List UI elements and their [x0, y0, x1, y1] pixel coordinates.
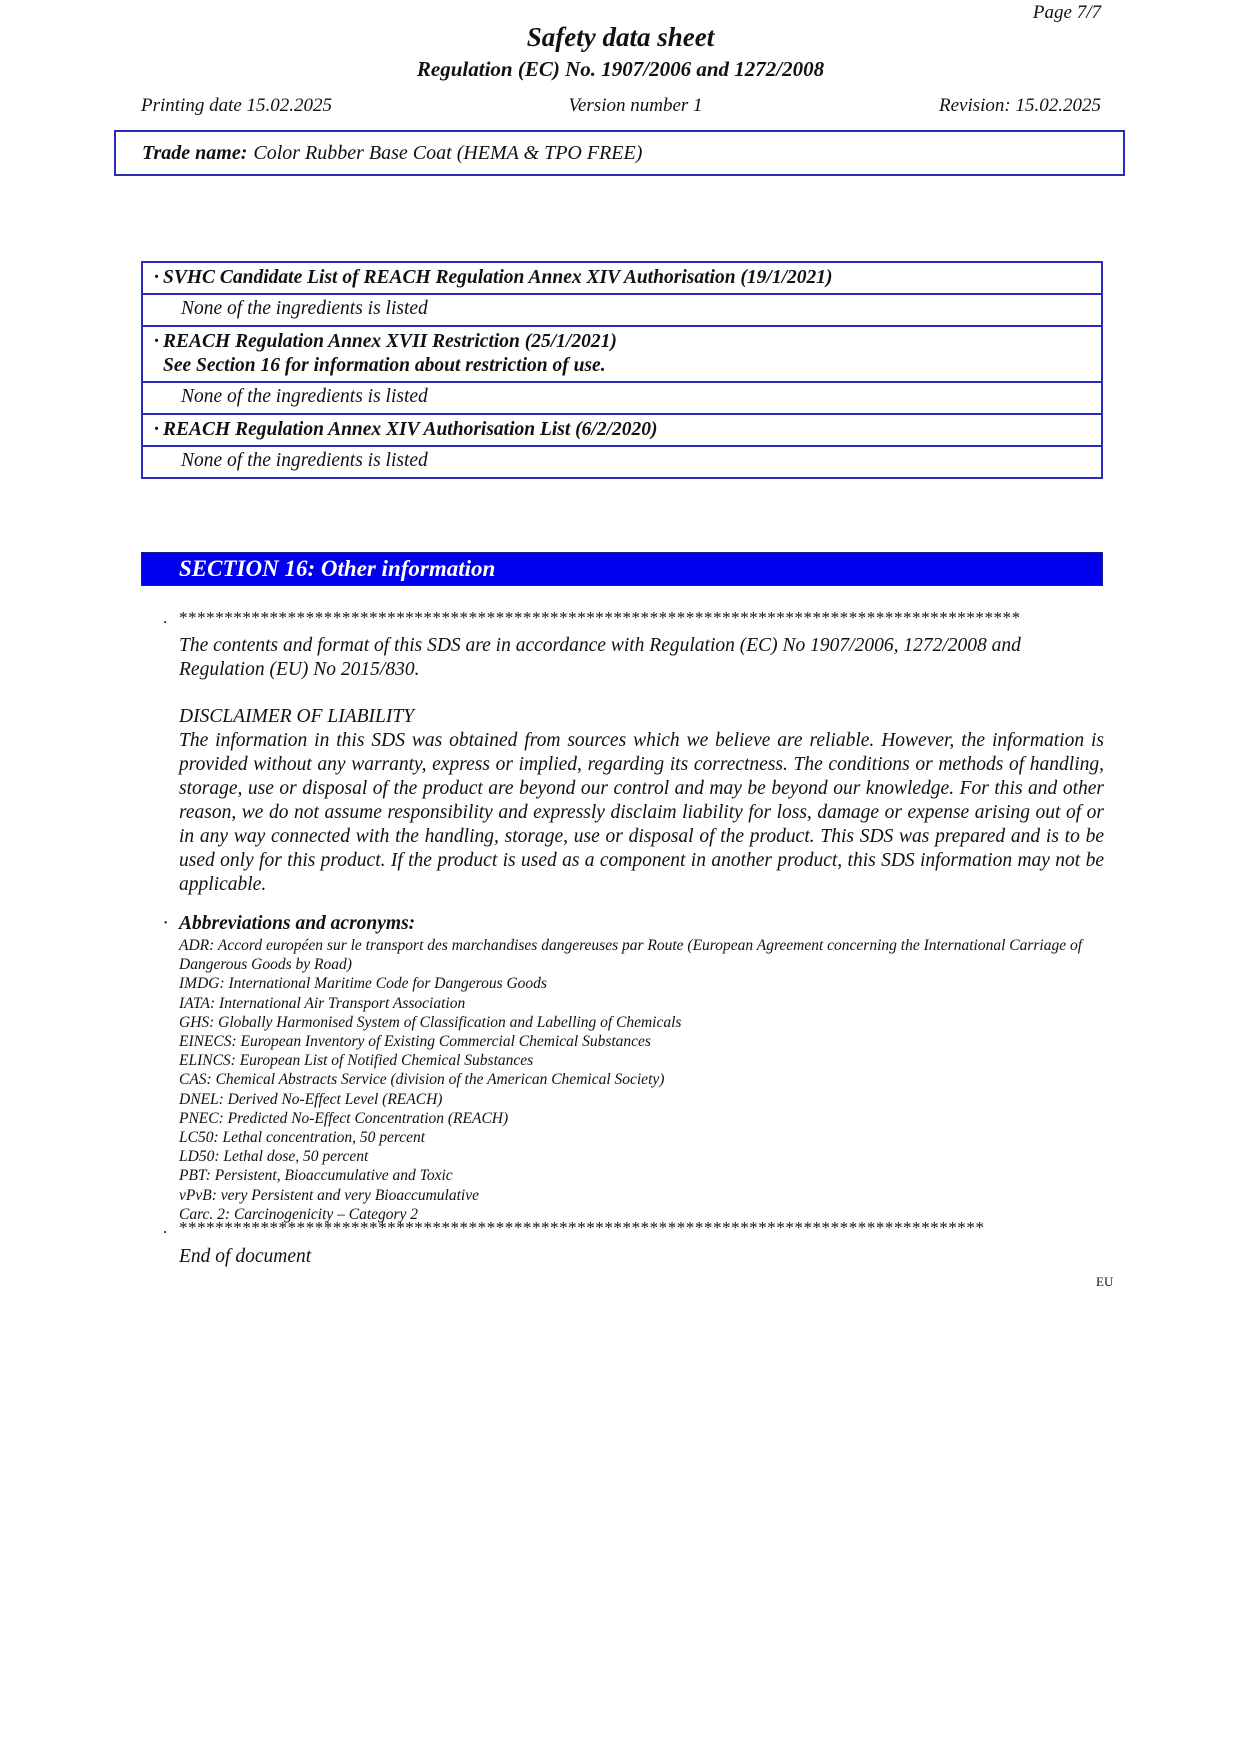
abbreviations-heading [163, 913, 415, 935]
disclaimer-text: The information in this SDS was obtained from sources which we believe are reliable. However, the information is provided without any warranty, express or implied, regarding its correctness. The conditions or methods of handling, storage, use or disposal of the product are beyond our control and may be beyond our knowledge. For this and other reason, we do not assume responsibility and expressly disclaim liability for loss, damage or expense arising out of or in any way connected with the handling, storage, use or disposal of the product. This SDS was prepared and is to be used only for this product. If the product is used as a component in another product, this SDS information may not be applicable. [179, 730, 1104, 895]
revision-date: Revision: 15.02.2025 [938, 95, 1101, 116]
abbreviation-item: PBT: Persistent, Bioaccumulative and Toxic [179, 1167, 453, 1185]
printing-date: Printing date 15.02.2025 [141, 95, 333, 116]
regulation-value-annex-xiv: None of the ingredients is listed [181, 450, 428, 471]
trade-name-label: Trade name: [142, 141, 248, 164]
regulation-note: See Section 16 for information about restriction of use. [163, 355, 606, 376]
abbreviation-item: ADR: Accord européen sur le transport des marchandises dangereuses par Route (European Agreement concerning the International Carriage of Dangerous Goods by Road) [179, 937, 1083, 974]
regulation-title: SVHC Candidate List of REACH Regulation Annex XIV Authorisation (19/1/2021) [163, 267, 833, 288]
abbreviation-item: CAS: Chemical Abstracts Service (division of the American Chemical Society) [179, 1071, 665, 1089]
regulation-value-svhc: None of the ingredients is listed [143, 295, 1101, 327]
regulation-value-annex-xvii: None of the ingredients is listed [143, 383, 1101, 415]
regulation-table [141, 261, 1103, 479]
document-meta-row [141, 95, 1101, 117]
regulation-header-annex-xvii [143, 327, 1101, 383]
trade-name-box [114, 130, 1125, 176]
abbreviation-item: IATA: International Air Transport Association [179, 994, 466, 1012]
stars: ***************************************************************************************** [179, 1218, 985, 1237]
trade-name-value: Color Rubber Base Coat (HEMA & TPO FREE) [253, 141, 643, 164]
separator-dot: . [163, 608, 168, 627]
abbreviation-item: vPvB: very Persistent and very Bioaccumulative [179, 1186, 479, 1204]
stars: ********************************************************************************************* [179, 608, 1021, 627]
abbreviation-item: DNEL: Derived No-Effect Level (REACH) [179, 1090, 443, 1108]
abbreviations-title: Abbreviations and acronyms: [179, 913, 416, 934]
bullet: · [154, 419, 159, 440]
bullet: · [163, 913, 168, 934]
regulation-title: REACH Regulation Annex XIV Authorisation List (6/2/2020) [163, 419, 658, 440]
bullet: · [154, 267, 159, 288]
abbreviation-item: Carc. 2: Carcinogenicity – Category 2 [179, 1205, 419, 1223]
abbreviation-item: LC50: Lethal concentration, 50 percent [179, 1129, 426, 1147]
region-code: EU [1096, 1274, 1114, 1289]
document-subtitle: Regulation (EC) No. 1907/2006 and 1272/2008 [416, 57, 825, 81]
separator-stars-bottom [163, 1218, 984, 1238]
page-number: Page 7/7 [1032, 2, 1101, 23]
regulation-title: REACH Regulation Annex XVII Restriction (25/1/2021) [163, 331, 617, 352]
end-of-document: End of document [179, 1246, 312, 1267]
separator-dot: . [163, 1218, 168, 1237]
abbreviation-item: EINECS: European Inventory of Existing Commercial Chemical Substances [179, 1033, 651, 1051]
abbreviation-item: IMDG: International Maritime Code for Dangerous Goods [179, 975, 547, 993]
separator-stars-top [163, 608, 1021, 628]
abbreviation-item: ELINCS: European List of Notified Chemical Substances [179, 1052, 534, 1070]
abbreviation-item: GHS: Globally Harmonised System of Classification and Labelling of Chemicals [179, 1013, 682, 1031]
document-title: Safety data sheet [526, 22, 715, 52]
regulation-header-annex-xiv [143, 415, 1101, 447]
disclaimer-heading: DISCLAIMER OF LIABILITY [179, 706, 415, 727]
regulation-compliance-text: The contents and format of this SDS are in accordance with Regulation (EC) No 1907/2006, 1272/2008 and Regulation (EU) No 2015/830. [179, 635, 1021, 680]
bullet: · [154, 331, 159, 352]
abbreviations-list [179, 936, 1104, 1224]
version-number: Version number 1 [568, 95, 703, 116]
regulation-header-svhc [143, 263, 1101, 295]
abbreviation-item: LD50: Lethal dose, 50 percent [179, 1148, 369, 1166]
section-16-heading: SECTION 16: Other information [141, 552, 1103, 586]
abbreviation-item: PNEC: Predicted No-Effect Concentration (REACH) [179, 1109, 509, 1127]
